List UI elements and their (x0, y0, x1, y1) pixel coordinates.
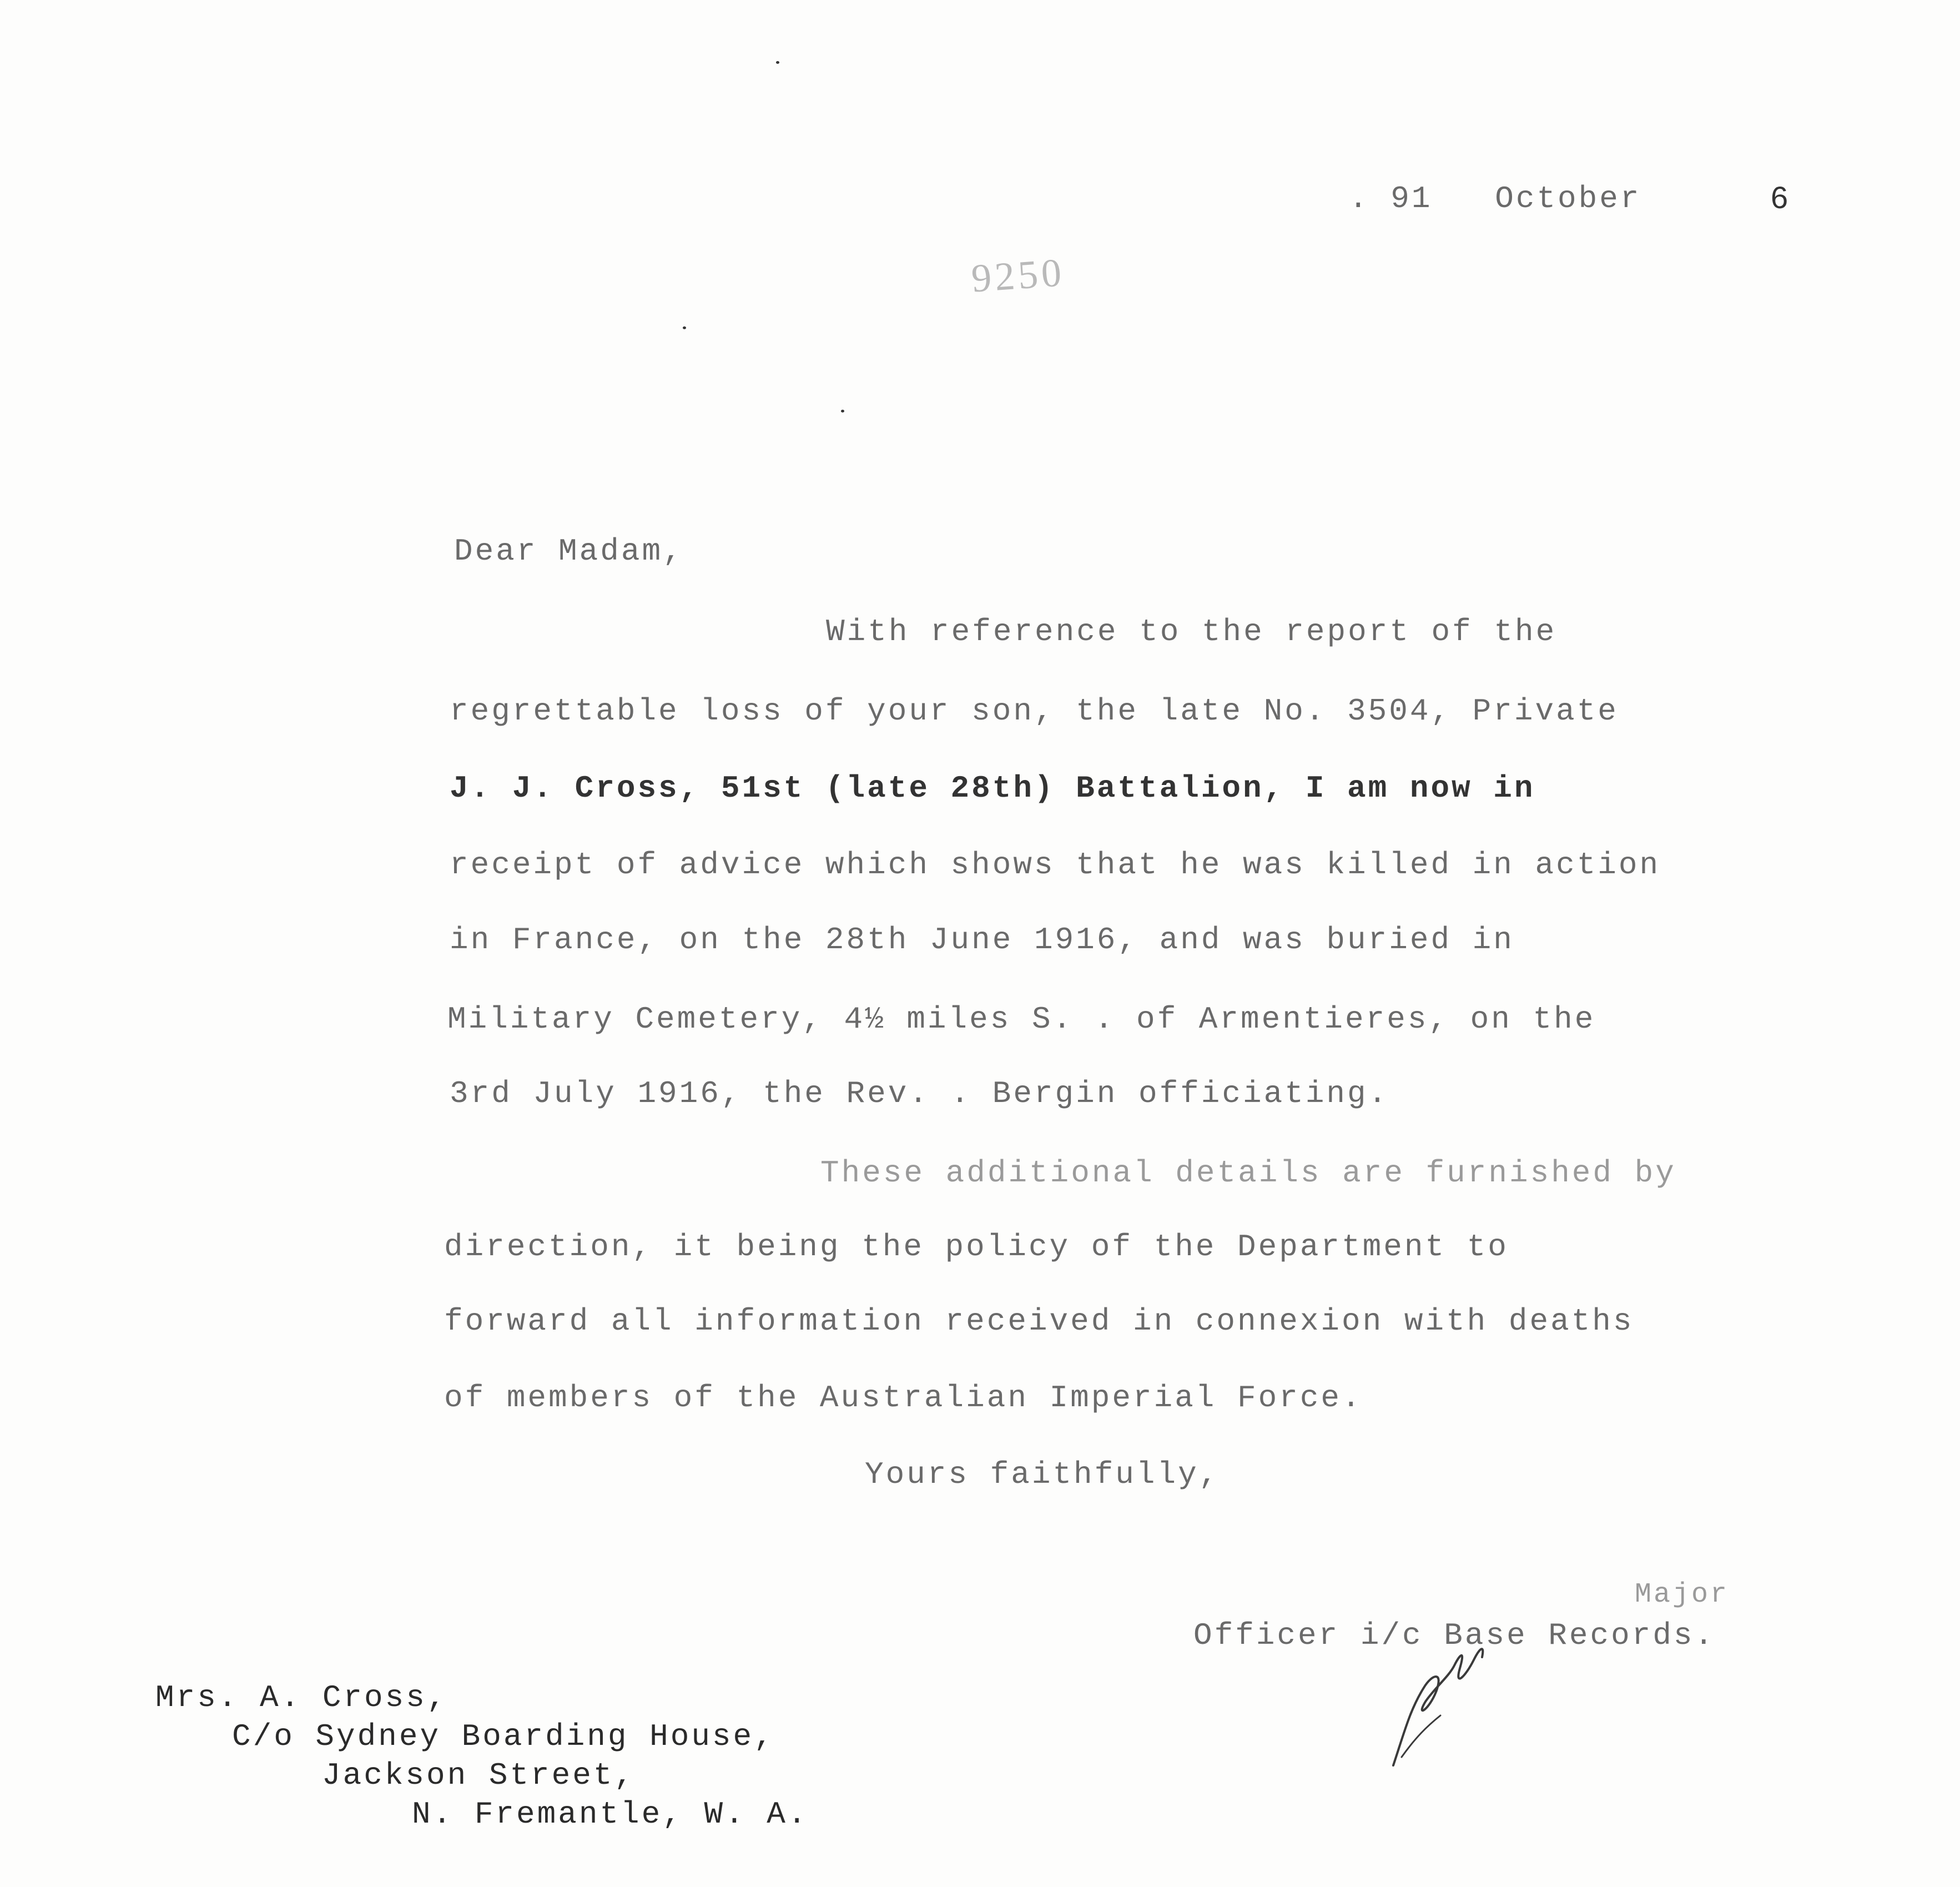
closing: Yours faithfully, (865, 1457, 1220, 1492)
ink-speck (776, 61, 779, 64)
addressee-line: C/o Sydney Boarding House, (232, 1719, 775, 1754)
signatory-rank: Major (1635, 1579, 1730, 1611)
letter-date-suffix: 6 (1771, 180, 1791, 215)
body-line: 3rd July 1916, the Rev. . Bergin officiating. (450, 1076, 1389, 1111)
body-line: in France, on the 28th June 1916, and was buried in (450, 922, 1514, 958)
body-line: forward all information received in connexion with deaths (444, 1304, 1634, 1339)
ink-speck (683, 326, 686, 329)
addressee-line: Mrs. A. Cross, (155, 1680, 448, 1715)
body-line: direction, it being the policy of the Department to (444, 1229, 1509, 1265)
body-line: Military Cemetery, 4½ miles S. . of Armentieres, on the (447, 1002, 1596, 1037)
body-line: With reference to the report of the (826, 614, 1557, 650)
body-line: These additional details are furnished by (820, 1155, 1676, 1191)
signature-mark (1371, 1599, 1504, 1777)
body-line: J. J. Cross, 51st (late 28th) Battalion, I am now in (450, 771, 1535, 806)
addressee-line: N. Fremantle, W. A. (412, 1797, 809, 1832)
salutation: Dear Madam, (454, 534, 684, 569)
body-line: of members of the Australian Imperial Force. (444, 1380, 1363, 1416)
body-line: receipt of advice which shows that he was killed in action (450, 847, 1661, 883)
ink-speck (841, 410, 844, 412)
body-line: regrettable loss of your son, the late No. 3504, Private (450, 693, 1619, 729)
file-stamp-number: 9250 (970, 250, 1066, 301)
letter-date: . 91 October (1349, 181, 1641, 217)
addressee-line: Jackson Street, (322, 1758, 636, 1793)
signatory-title: Officer i/c Base Records. (1193, 1618, 1716, 1653)
